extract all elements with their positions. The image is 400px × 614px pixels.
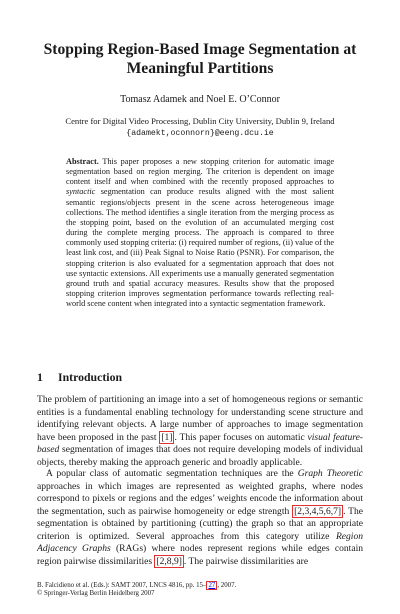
page-range-link[interactable]: 27 — [208, 582, 216, 589]
p1-text-a: The problem of partitioning an image into a set of homogeneous regions or semantic entities is a fundamental enabling technology for understanding scene structure and identifying relevant objects. A large number of approaches to image segmentation have been proposed in the past — [37, 394, 363, 443]
section-title: Introduction — [58, 370, 123, 384]
p2-text-c: . The segmentation is obtained by partitioning (cutting) the graph so that an appropriate criterion is optimized. Several approaches from this category utilize — [37, 505, 363, 542]
footer — [37, 582, 236, 599]
footer-line-1a: B. Falcidieno et al. (Eds.): SAMT 2007, LNCS 4816, pp. 15– — [37, 582, 207, 589]
abstract-text-a: This paper proposes a new stopping criterion for automatic image segmentation based on region merging. The criterion is dependent on image content itself and when combined with the recently proposed approaches to — [66, 157, 334, 187]
footer-line-1b: , 2007. — [217, 582, 237, 589]
p2-emphasis-1: Graph Theoretic — [297, 468, 363, 479]
p1-text-b: . This paper focuses on automatic — [174, 431, 308, 443]
email: {adamekt,oconnorn}@eeng.dcu.ie — [126, 129, 274, 138]
intro-paragraph-2 — [37, 468, 363, 568]
p1-emphasis: visual feature-based — [37, 431, 363, 456]
affiliation: Centre for Digital Video Processing, Dublin City University, Dublin 9, Ireland — [65, 116, 335, 126]
p2-text-b: approaches in which images are represented as weighted graphs, where nodes correspond to pixels or regions and the edges’ weights encode the information about the segmentation, such as pairwise homogeneity or edge strength — [37, 480, 363, 517]
abstract-emphasis: syntactic — [66, 187, 96, 197]
p2-text-e: . The pairwise dissimilarities are — [183, 555, 309, 567]
affiliation-block — [20, 116, 380, 139]
copyright: © Springer-Verlag Berlin Heidelberg 2007 — [37, 590, 155, 598]
authors: Tomasz Adamek and Noel E. O’Connor — [120, 94, 280, 105]
section-number: 1 — [37, 370, 43, 384]
p2-text-d: (RAGs) where nodes represent regions while edges contain region pairwise dissimilarities — [37, 543, 363, 567]
abstract-label: Abstract. — [66, 157, 99, 166]
title-line-1: Stopping Region-Based Image Segmentation at — [43, 41, 357, 58]
p2-emphasis-2: Region Adjacency Graphs — [37, 530, 363, 555]
p2-text-a: A popular class of automatic segmentation techniques are the — [46, 468, 298, 479]
citation-link[interactable]: [2,8,9] — [156, 555, 182, 567]
p1-text-c: segmentation of images that does not require developing models of individual objects, thereby making the approach generic and broadly applicable. — [37, 444, 363, 468]
citation-link[interactable]: [1] — [161, 431, 173, 443]
citation-link[interactable]: [2,3,4,5,6,7] — [294, 505, 342, 517]
title-line-2: Meaningful Partitions — [126, 60, 274, 77]
section-heading — [37, 370, 122, 385]
abstract — [66, 157, 334, 309]
paper-title — [20, 40, 380, 78]
intro-paragraph-1 — [37, 394, 363, 469]
abstract-text-b: segmentation can produce results aligned with the most salient semantic regions/objects present in the scene across heterogeneous image collections. The method identifies a single iteration from the merging process as the stopping point, based on the evolution of an accumulated merging cost during the complete merging process. The approach is compared to three commonly used stopping criteria: (i) required number of regions, (ii) value of the least link cost, and (iii) Peak Signal to Noise Ratio (PSNR). For comparison, the stopping criterion is also evaluated for a segmentation approach that does not use syntactic extensions. All experiments use a manually generated segmentation ground truth and spatial accuracy measures. Results show that the proposed stopping criterion improves segmentation performance towards reflecting real-world scene content when integrated into a syntactic segmentation framework. — [66, 187, 334, 309]
